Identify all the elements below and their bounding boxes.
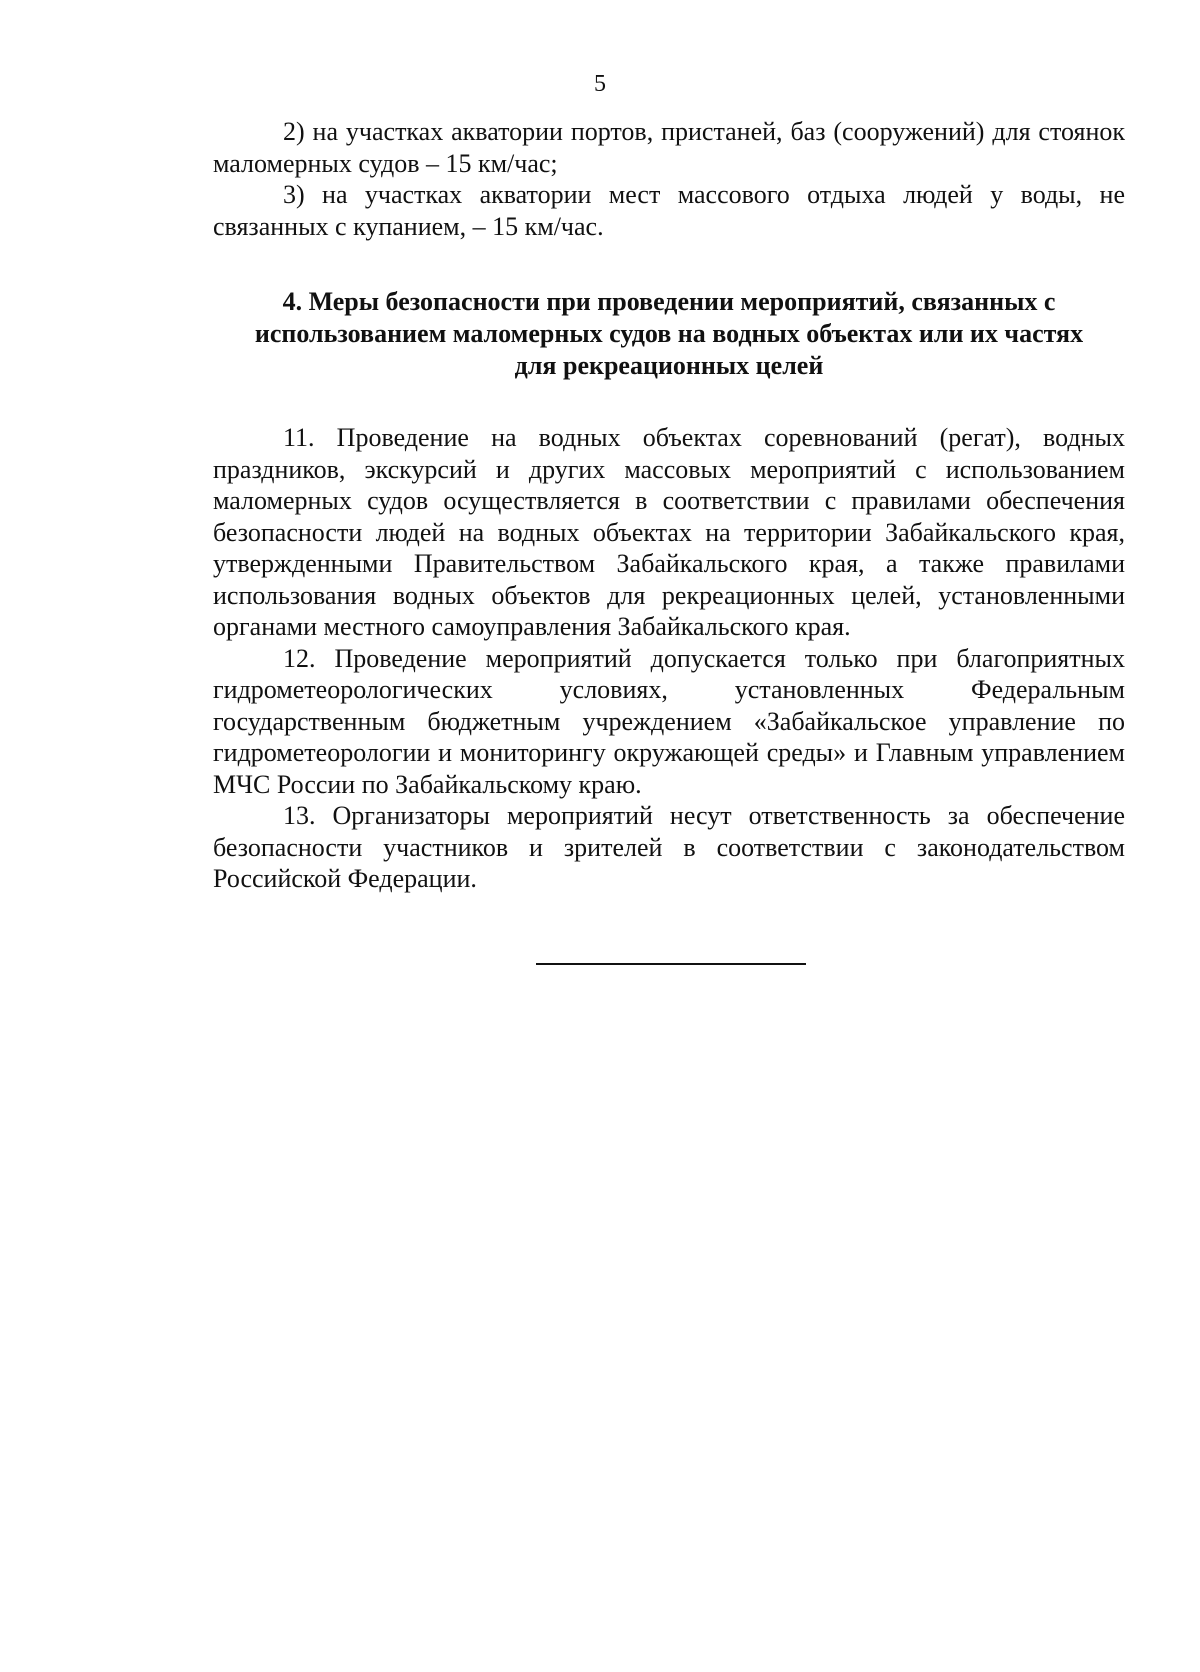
document-body: [213, 116, 1125, 895]
page-number: 5: [594, 71, 606, 97]
paragraph-item-3: 3) на участках акватории мест массового отдыха людей у воды, не связанных с купанием, – 15 км/час.: [213, 180, 1125, 241]
end-of-document-rule: [536, 963, 806, 965]
section-heading-line-2: использованием маломерных судов на водных объектах или их частях: [254, 319, 1084, 348]
section-heading-line-1: 4. Меры безопасности при проведении мероприятий, связанных с: [282, 287, 1056, 316]
section-heading: [213, 286, 1125, 382]
paragraph-clause-12: 12. Проведение мероприятий допускается только при благоприятных гидрометеорологических условиях, установленных Федеральным государственным бюджетным учреждением «Забайкальское управление по гидрометеорологии и мониторингу окружающей среды» и Главным управлением МЧС России по Забайкальскому краю.: [213, 643, 1125, 799]
section-heading-line-3: для рекреационных целей: [514, 351, 824, 380]
paragraph-clause-13: 13. Организаторы мероприятий несут ответственность за обеспечение безопасности участников и зрителей в соответствии с законодательством Российской Федерации.: [213, 801, 1125, 893]
paragraph-item-2: 2) на участках акватории портов, пристаней, баз (сооружений) для стоянок маломерных судов – 15 км/час;: [213, 117, 1125, 178]
paragraph-clause-11: 11. Проведение на водных объектах соревнований (регат), водных праздников, экскурсий и других массовых мероприятий с использованием маломерных судов осуществляется в соответствии с правилами обеспечения безопасности людей на водных объектах на территории Забайкальского края, утвержденными Правительством Забайкальского края, а также правилами использования водных объектов для рекреационных целей, установленными органами местного самоуправления Забайкальского края.: [213, 423, 1125, 641]
